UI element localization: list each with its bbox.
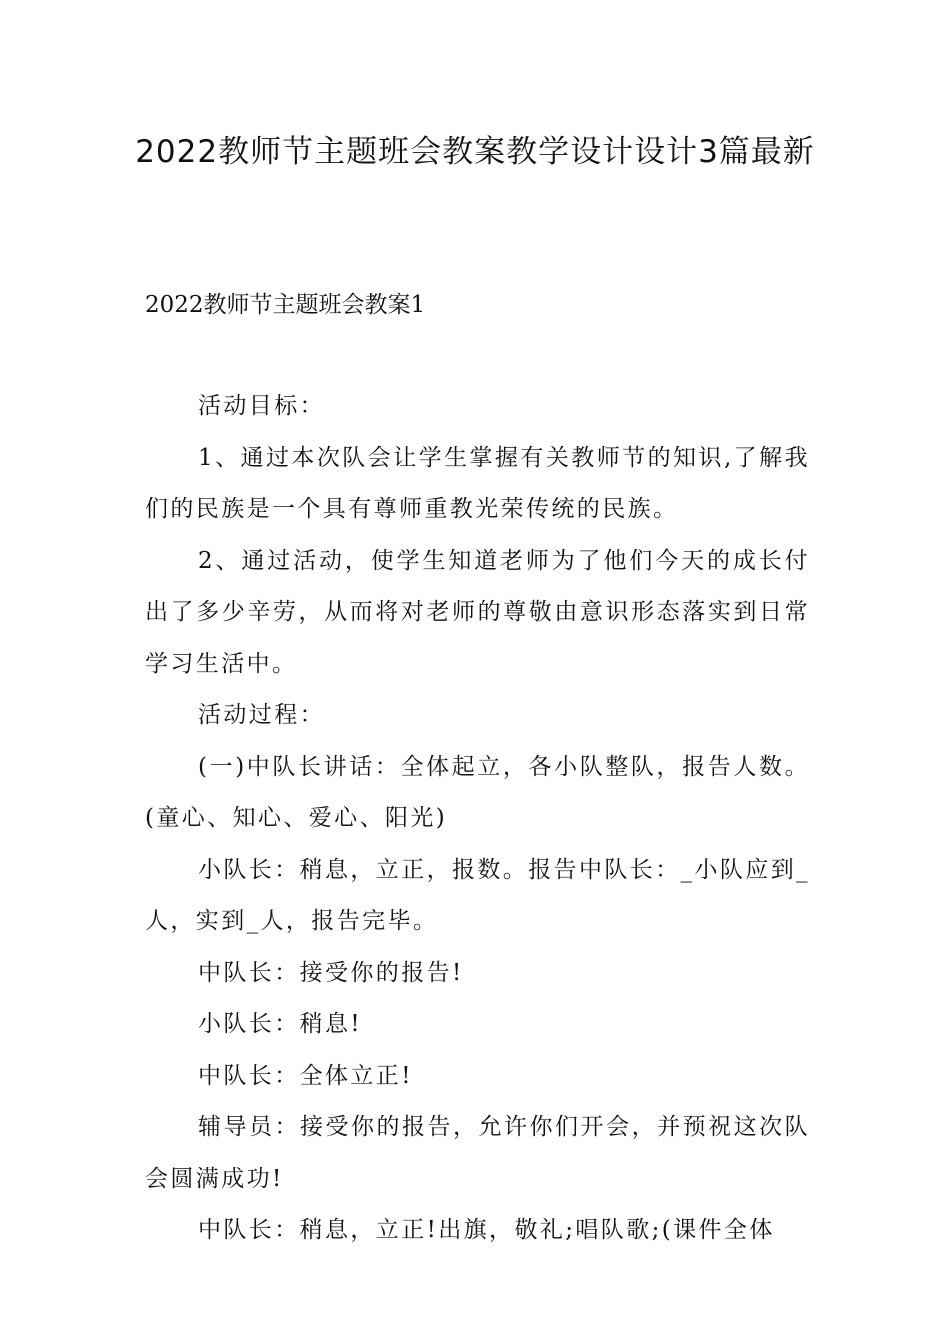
paragraph-counselor-speech: 辅导员：接受你的报告，允许你们开会，并预祝这次队会圆满成功! <box>145 1114 810 1192</box>
paragraph-goal-2: 2、通过活动，使学生知道老师为了他们今天的成长付出了多少辛劳，从而将对老师的尊敬由意识形态落实到日常学习生活中。 <box>145 547 810 677</box>
paragraph-activity-process-heading: 活动过程： <box>198 702 325 728</box>
document-title: 2022教师节主题班会教案教学设计设计3篇最新 <box>135 134 815 170</box>
paragraph-goal-1: 1、通过本次队会让学生掌握有关教师节的知识,了解我们的民族是一个具有尊师重教光荣传统的民族。 <box>145 444 810 522</box>
section-title: 2022教师节主题班会教案1 <box>145 292 426 318</box>
document-body <box>145 381 810 1257</box>
paragraph-captain-attention: 中队长：全体立正! <box>198 1062 413 1089</box>
paragraph-squad-leader-at-ease: 小队长：稍息! <box>198 1011 363 1037</box>
paragraph-squad-leader-report: 小队长：稍息，立正，报数。报告中队长：_小队应到_人，实到_人，报告完毕。 <box>145 856 810 934</box>
paragraph-captain-flag: 中队长：稍息，立正!出旗，敬礼;唱队歌;(课件全体 <box>198 1217 775 1243</box>
paragraph-captain-accept: 中队长：接受你的报告! <box>198 959 464 986</box>
paragraph-step-1: (一)中队长讲话：全体起立，各小队整队，报告人数。(童心、知心、爱心、阳光) <box>145 753 810 831</box>
paragraph-activity-goals-heading: 活动目标： <box>198 393 325 419</box>
